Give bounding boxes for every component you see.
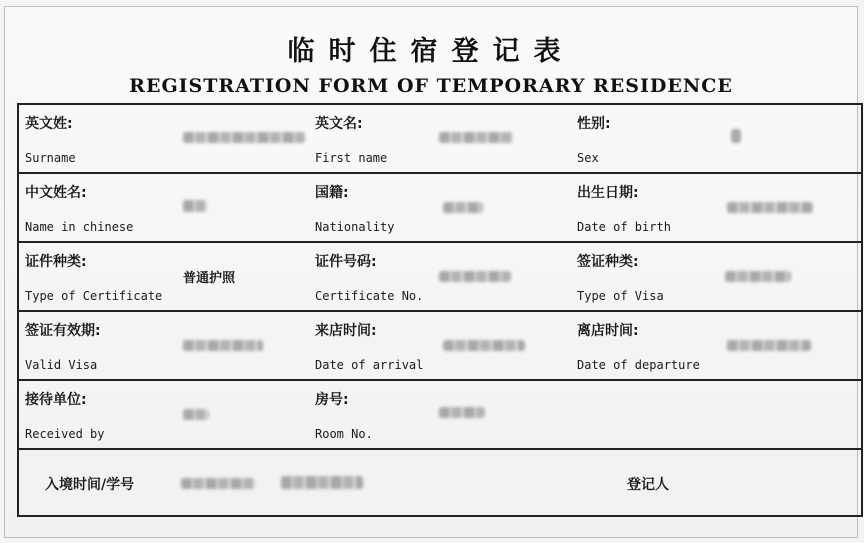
field-certificate-type[interactable] [19,243,309,310]
received-by-redacted-value [183,409,209,420]
field-surname[interactable] [19,105,309,172]
form-table [17,103,863,517]
field-nationality[interactable] [315,174,569,241]
chinese-name-label-en: Name in chinese [25,220,134,234]
field-visa-type[interactable] [577,243,857,310]
field-certificate-number[interactable] [315,243,569,310]
visa-type-label-cn: 签证种类: [577,254,639,270]
surname-label-en: Surname [25,151,76,165]
surname-label-cn: 英文姓: [25,116,73,132]
nationality-redacted-value [443,202,483,213]
field-chinese-name[interactable] [19,174,309,241]
surname-redacted-value [183,132,305,143]
room-number-label-cn: 房号: [315,392,349,408]
visa-validity-label-cn: 签证有效期: [25,323,101,339]
form-row-reception [19,381,861,450]
chinese-name-label-cn: 中文姓名: [25,185,87,201]
field-arrival-date[interactable] [315,312,569,379]
form-title-chinese: 临时住宿登记表 [287,36,575,67]
form-row-identity [19,174,861,243]
certificate-type-label-cn: 证件种类: [25,254,87,270]
field-room-number[interactable] [315,381,569,448]
sex-redacted-value [731,129,741,143]
visa-validity-redacted-value [183,340,263,351]
received-by-label-cn: 接待单位: [25,392,87,408]
entry-time-redacted-value [181,478,255,489]
entry-time-label: 入境时间/学号 [45,477,135,493]
certificate-number-label-cn: 证件号码: [315,254,377,270]
registration-form-sheet [4,6,858,538]
certificate-number-label-en: Certificate No. [315,289,424,303]
registrar-label: 登记人 [627,477,669,493]
form-row-name [19,105,861,174]
first-name-label-cn: 英文名: [315,116,363,132]
field-visa-validity[interactable] [19,312,309,379]
field-received-by[interactable] [19,381,309,448]
field-sex[interactable] [577,105,857,172]
received-by-label-en: Received by [25,427,105,441]
departure-date-label-en: Date of departure [577,358,700,372]
dob-redacted-value [727,202,813,213]
student-number-redacted-value [281,476,363,489]
departure-date-label-cn: 离店时间: [577,323,639,339]
arrival-date-redacted-value [443,340,525,351]
first-name-redacted-value [439,132,513,143]
form-row-certificate [19,243,861,312]
certificate-number-redacted-value [439,271,511,282]
visa-type-label-en: Type of Visa [577,289,664,303]
arrival-date-label-en: Date of arrival [315,358,424,372]
form-row-dates [19,312,861,381]
first-name-label-en: First name [315,151,388,165]
dob-label-cn: 出生日期: [577,185,639,201]
room-number-label-en: Room No. [315,427,373,441]
certificate-type-value: 普通护照 [183,271,236,286]
field-first-name[interactable] [315,105,569,172]
chinese-name-redacted-value [183,200,207,212]
sex-label-cn: 性别: [577,116,611,132]
nationality-label-cn: 国籍: [315,185,349,201]
arrival-date-label-cn: 来店时间: [315,323,377,339]
room-number-redacted-value [439,407,485,418]
field-date-of-birth[interactable] [577,174,857,241]
form-title-english: REGISTRATION FORM OF TEMPORARY RESIDENCE [129,75,733,97]
nationality-label-en: Nationality [315,220,395,234]
dob-label-en: Date of birth [577,220,671,234]
form-row-footer [19,450,861,515]
field-departure-date[interactable] [577,312,857,379]
visa-type-redacted-value [725,271,791,282]
sex-label-en: Sex [577,151,599,165]
certificate-type-label-en: Type of Certificate [25,289,163,303]
visa-validity-label-en: Valid Visa [25,358,98,372]
departure-date-redacted-value [727,340,811,351]
